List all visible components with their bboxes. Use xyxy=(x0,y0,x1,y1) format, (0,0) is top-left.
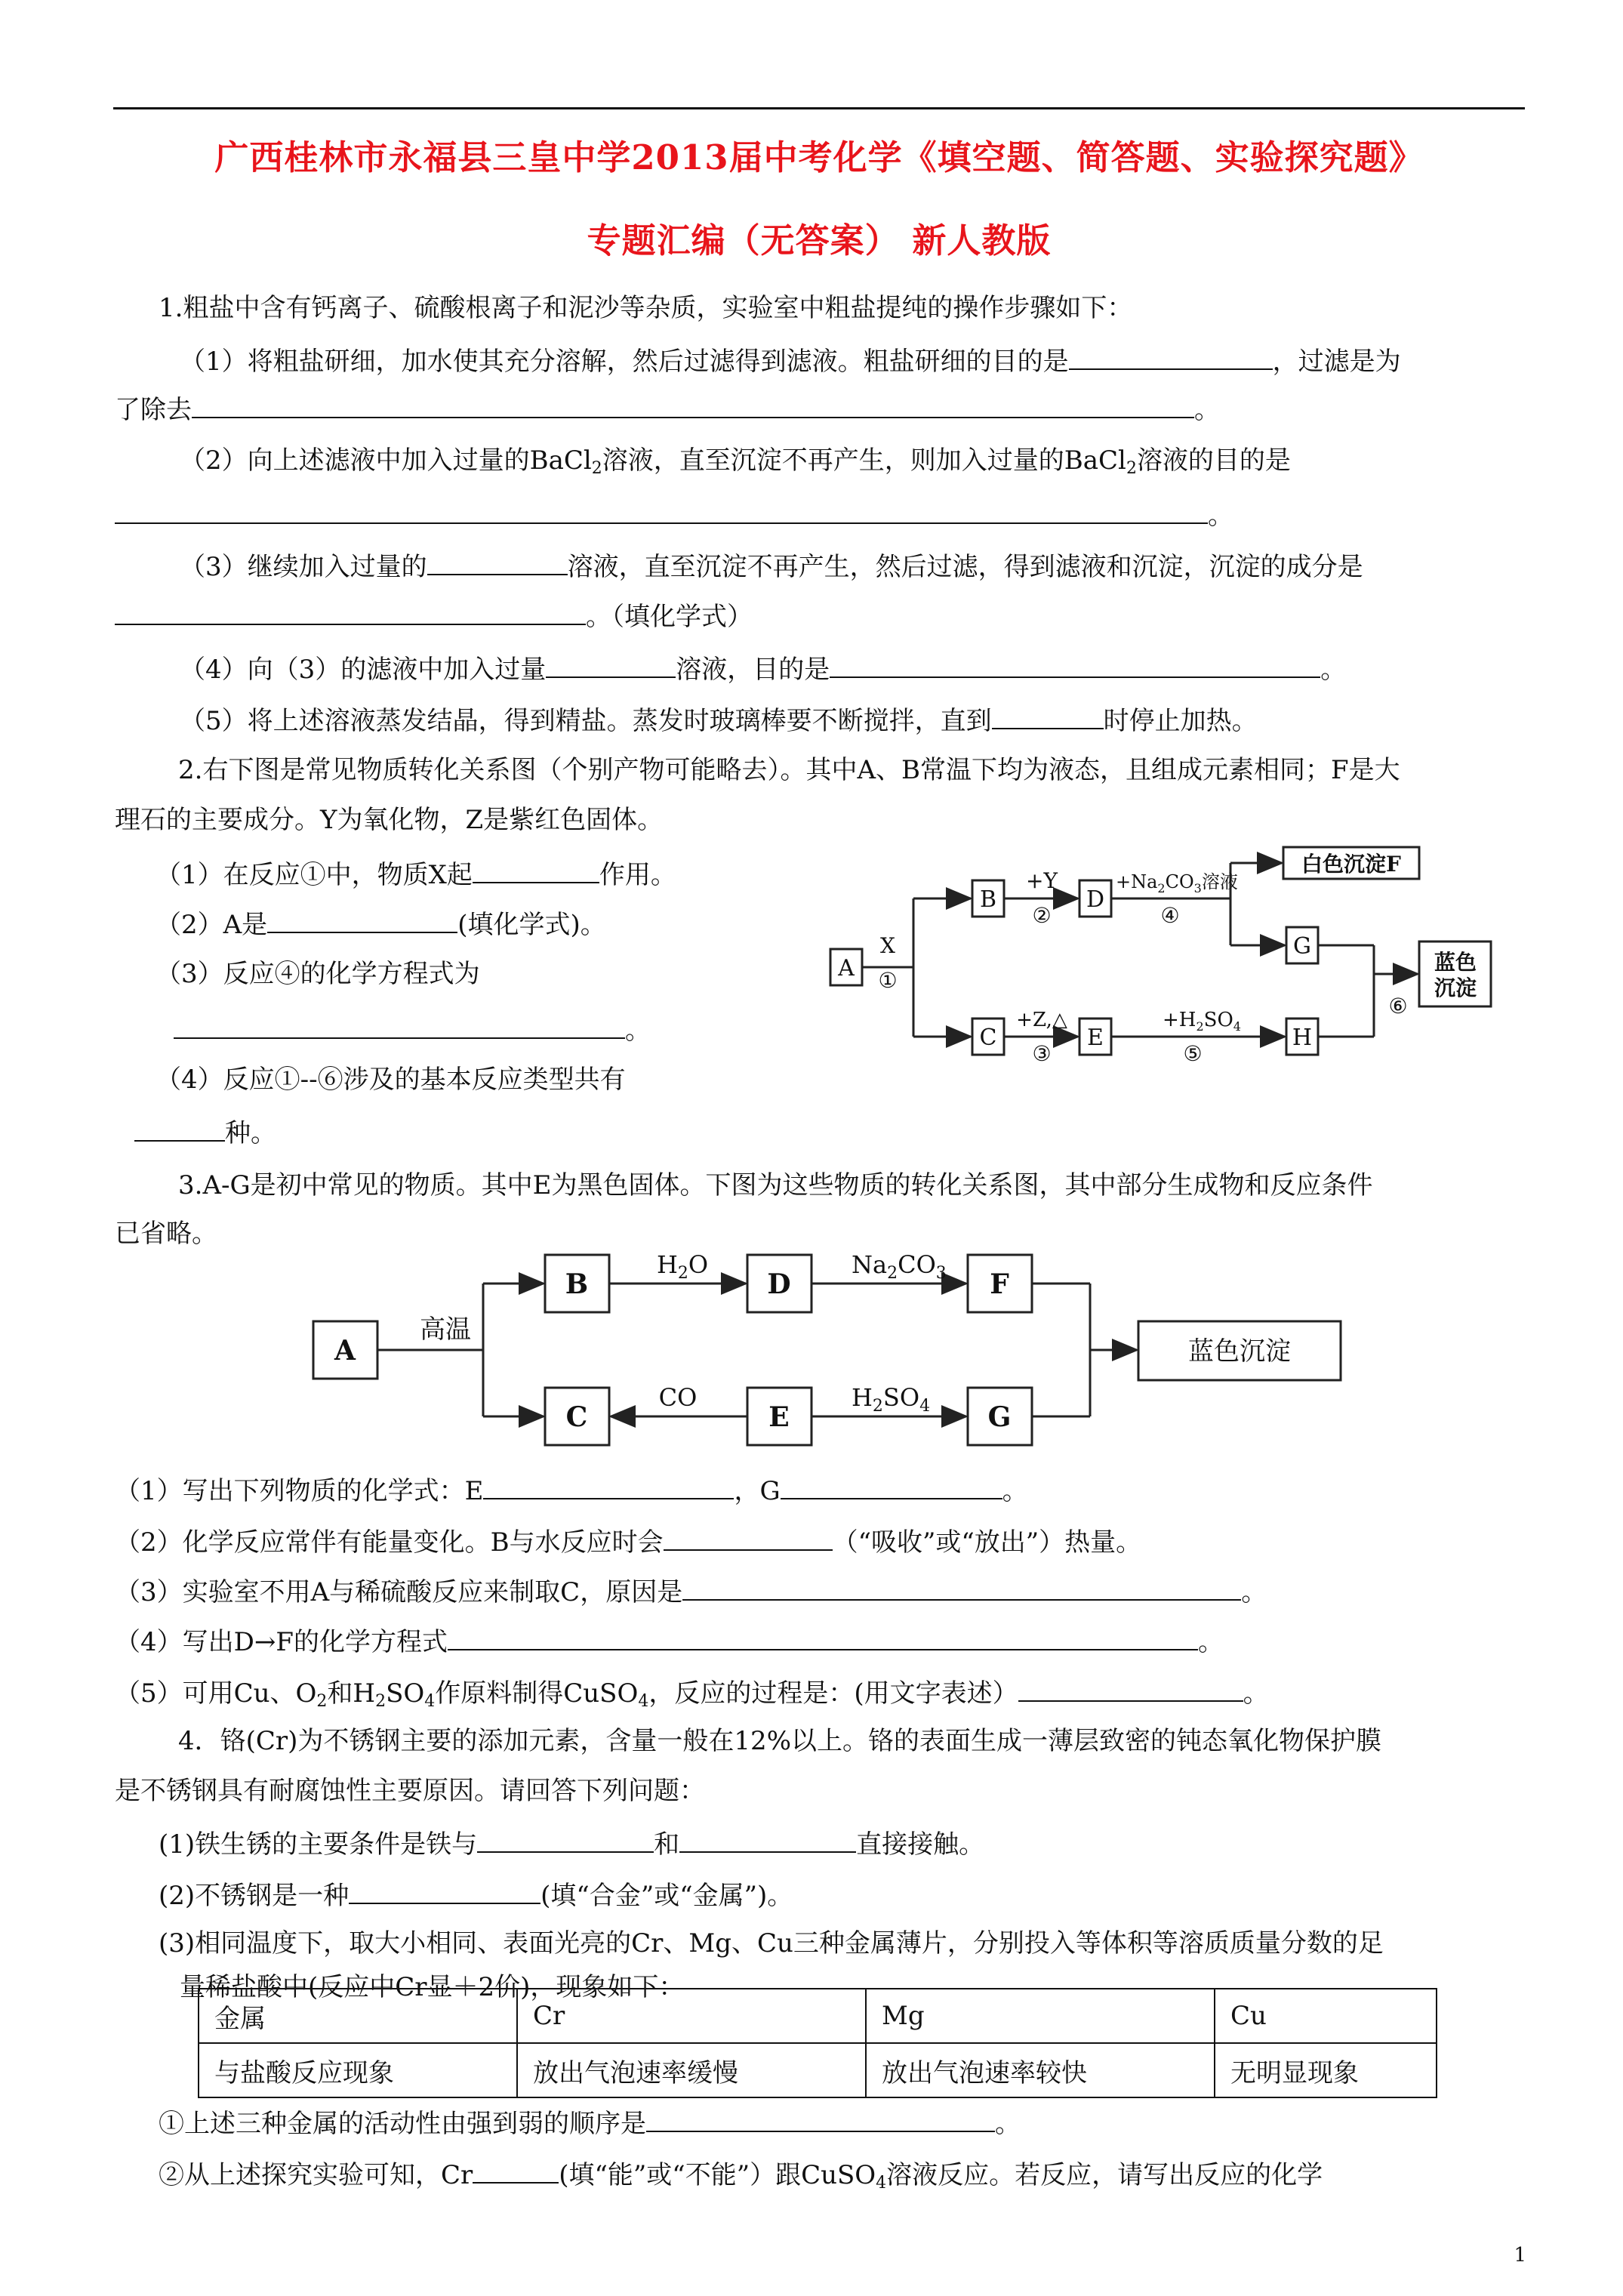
q1-part5: （5）将上述溶液蒸发结晶，得到精盐。蒸发时玻璃棒要不断搅拌，直到 时停止加热。 xyxy=(180,702,1258,738)
q1-part2: （2）向上述滤液中加入过量的BaCl$_2$溶液，直至沉淀不再产生，则加入过量的BaCl$_2$溶液的目的是 xyxy=(180,445,1291,478)
title-line-2: 专题汇编（无答案） 新人教版 xyxy=(587,220,1052,260)
q3-label-na2co3: $Na_2CO_3$ xyxy=(852,1250,947,1283)
q1-part2-cont: 。 xyxy=(115,497,1233,532)
q2-node-blue-1: 蓝色 xyxy=(1434,950,1477,975)
table-cell: Cu xyxy=(1215,1989,1437,2043)
q1-part3: （3）继续加入过量的 溶液，直至沉淀不再产生，然后过滤，得到滤液和沉淀，沉淀的成分是 xyxy=(180,548,1363,584)
q3-node-c: C xyxy=(565,1401,588,1433)
q2-node-c: C xyxy=(979,1025,997,1051)
q4-subpart1: ①上述三种金属的活动性由强到弱的顺序是 。 xyxy=(159,2105,1021,2140)
q4-part1: (1)铁生锈的主要条件是铁与 和 直接接触。 xyxy=(159,1826,984,1861)
q2-node-d: D xyxy=(1086,886,1105,913)
q3-label-h2so4: $H_2SO_4$ xyxy=(852,1383,931,1416)
q2-part4: （4）反应①--⑥涉及的基本反应类型共有 xyxy=(156,1065,626,1095)
q2-label-x: X xyxy=(880,933,895,958)
table-cell: Mg xyxy=(866,1989,1215,2043)
q2-label-r1: ① xyxy=(878,968,898,993)
q1-part3-cont: 。（填化学式） xyxy=(115,598,753,633)
q2-label-r4: ④ xyxy=(1160,903,1180,928)
q3-diagram xyxy=(302,1231,1359,1457)
table-cell: 放出气泡速率缓慢 xyxy=(517,2043,866,2097)
q4-subpart2: ②从上述探究实验可知，Cr (填“能”或“不能”）跟CuSO$_4$溶液反应。若反应，请写出反应的化学 xyxy=(159,2156,1323,2200)
q1-part1-cont: 了除去 。 xyxy=(115,391,1220,427)
q2-label-z: +Z,△ xyxy=(1016,1009,1067,1031)
q4-part3: (3)相同温度下，取大小相同、表面光亮的Cr、Mg、Cu三种金属薄片，分别投入等体积等溶质质量分数的足 xyxy=(159,1928,1384,1959)
table-row xyxy=(199,1989,1437,2043)
q3-part5: （5）可用Cu、$O_2$和$H_2SO_4$作原料制得CuSO$_4$，反应的过程是：(用文字表述） 。 xyxy=(115,1675,1269,1718)
q2-label-r5: ⑤ xyxy=(1183,1041,1203,1066)
title-line-1: 广西桂林市永福县三皇中学2013届中考化学《填空题、简答题、实验探究题》 xyxy=(214,137,1424,177)
page-number: 1 xyxy=(1514,2244,1526,2267)
header-rule xyxy=(113,107,1525,109)
q3-intro-2: 已省略。 xyxy=(115,1219,217,1249)
q2-node-blue-2: 沉淀 xyxy=(1434,975,1477,1000)
q2-diagram xyxy=(823,840,1517,1096)
q3-node-a: A xyxy=(334,1335,356,1367)
q2-node-g: G xyxy=(1293,933,1311,960)
q2-node-e: E xyxy=(1087,1025,1104,1051)
table-cell: 与盐酸反应现象 xyxy=(199,2043,517,2097)
table-cell: 放出气泡速率较快 xyxy=(866,2043,1215,2097)
q3-node-g: G xyxy=(987,1401,1012,1433)
q4-intro-1: 4．铬(Cr)为不锈钢主要的添加元素，含量一般在12%以上。铬的表面生成一薄层致密的钝态氧化物保护膜 xyxy=(178,1726,1381,1756)
q2-label-r2: ② xyxy=(1032,903,1052,928)
q3-intro-1: 3.A-G是初中常见的物质。其中E为黑色固体。下图为这些物质的转化关系图，其中部分生成物和反应条件 xyxy=(178,1170,1373,1200)
q2-part4-cont: 种。 xyxy=(134,1114,276,1150)
q2-node-b: B xyxy=(979,886,997,913)
q1-part1: （1）将粗盐研细，加水使其充分溶解，然后过滤得到滤液。粗盐研细的目的是 ，过滤是为 xyxy=(180,343,1401,378)
q3-part2: （2）化学反应常伴有能量变化。B与水反应时会 （“吸收”或“放出”）热量。 xyxy=(115,1524,1141,1559)
q2-part3: （3）反应④的化学方程式为 xyxy=(156,959,480,989)
q3-node-b: B xyxy=(565,1268,589,1300)
q2-label-y: +Y xyxy=(1026,868,1058,893)
table-cell: Cr xyxy=(517,1989,866,2043)
q2-label-r6: ⑥ xyxy=(1388,994,1408,1019)
q3-part4: （4）写出D→F的化学方程式 。 xyxy=(115,1623,1224,1659)
q2-part1: （1）在反应①中，物质X起 作用。 xyxy=(156,856,676,892)
q2-label-na2co3: $+Na_2CO_3$溶液 xyxy=(1116,871,1238,895)
table-cell: 金属 xyxy=(199,1989,517,2043)
q3-label-h2o: $H_2O$ xyxy=(657,1250,709,1283)
q4-part2: (2)不锈钢是一种 (填“合金”或“金属”)。 xyxy=(159,1877,793,1912)
q4-intro-2: 是不锈钢具有耐腐蚀性主要原因。请回答下列问题： xyxy=(115,1776,705,1806)
q3-label-co: CO xyxy=(658,1383,698,1412)
q3-part1: （1）写出下列物质的化学式：E ，G 。 xyxy=(115,1472,1028,1508)
q2-intro-1: 2.右下图是常见物质转化关系图（个别产物可能略去）。其中A、B常温下均为液态，且组成元素相同；F是大 xyxy=(178,755,1400,785)
q3-node-d: D xyxy=(767,1268,791,1300)
q2-part3-cont: 。 xyxy=(174,1012,651,1047)
metal-table xyxy=(198,1988,1437,2098)
table-cell: 无明显现象 xyxy=(1215,2043,1437,2097)
q3-node-result: 蓝色沉淀 xyxy=(1188,1336,1291,1367)
q3-node-e: E xyxy=(768,1401,790,1433)
q1-part4: （4）向（3）的滤液中加入过量 溶液，目的是 。 xyxy=(180,651,1346,686)
q1-intro: 1.粗盐中含有钙离子、硫酸根离子和泥沙等杂质，实验室中粗盐提纯的操作步骤如下： xyxy=(159,293,1133,323)
q2-label-r3: ③ xyxy=(1032,1041,1052,1066)
q2-node-h: H xyxy=(1292,1025,1313,1051)
q2-part2: （2）A是 (填化学式)。 xyxy=(156,906,606,942)
q2-node-f: 白色沉淀F xyxy=(1301,852,1401,877)
table-row xyxy=(199,2043,1437,2097)
q3-label-heat: 高温 xyxy=(420,1314,471,1345)
q3-node-f: F xyxy=(990,1268,1009,1300)
q4-part3-cont: 量稀盐酸中(反应中Cr显＋2价)，现象如下： xyxy=(180,1972,685,2002)
q2-node-a: A xyxy=(838,955,855,982)
q3-part3: （3）实验室不用A与稀硫酸反应来制取C，原因是 。 xyxy=(115,1573,1267,1609)
q2-intro-2: 理石的主要成分。Y为氧化物，Z是紫红色固体。 xyxy=(115,805,664,835)
q2-label-h2so4: $+H_2SO_4$ xyxy=(1163,1009,1241,1034)
